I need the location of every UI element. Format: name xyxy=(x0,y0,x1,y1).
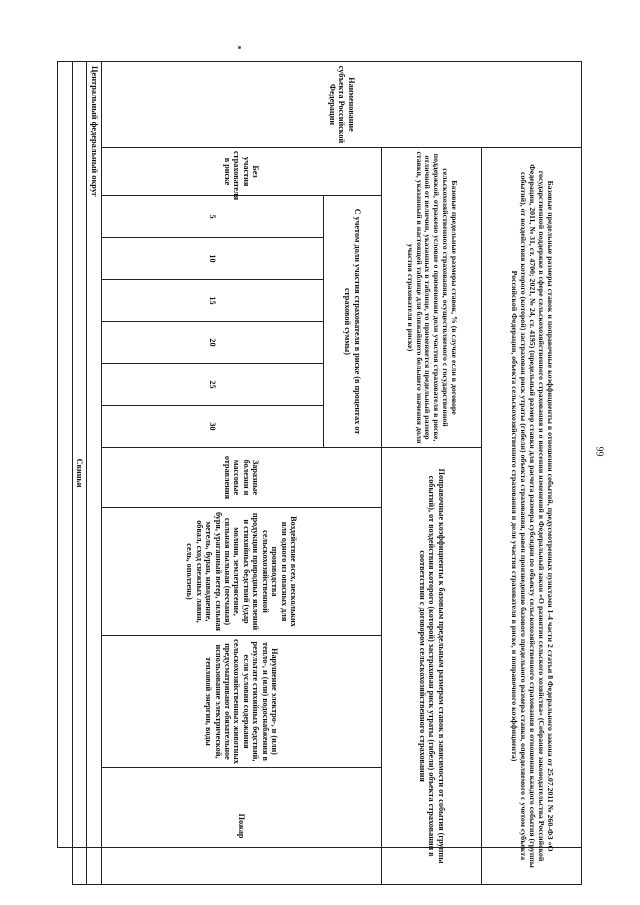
header-coefficients: Поправочные коэффициенты к базовым предельным размерам ставок в зависимости от события (группы событий), от воздействия которого (которой) застрахован риск утраты (гибели) объекта страхования в соответствии с договором сельскохозяйственного страхования xyxy=(381,447,481,884)
header-power: Нарушение электро-, и (или) тепло-, и (или) водоснабжения в результате стихийных бедствий, если условия содержания сельскохозяйственных животных предусматривают обязательное использование электрической, тепловой энергии, воды xyxy=(101,635,381,767)
header-without-share: Без участия страхователя в риске xyxy=(101,147,381,195)
header-diseases: Заразные болезни и массовые отравления xyxy=(101,447,381,507)
scan-speck xyxy=(238,46,241,49)
rates-table xyxy=(71,61,581,885)
subsection-row: Свиньи xyxy=(72,61,86,884)
share-25: 25 xyxy=(101,363,323,405)
share-20: 20 xyxy=(101,321,323,363)
rotated-table-sheet xyxy=(57,61,582,868)
header-fire: Пожар xyxy=(101,767,381,884)
header-base-rates: Базовые предельные размеры ставок, % (в случае если в договоре сельскохозяйственного страхования, осуществляемого с государственной поддержкой, отражено условие о применении доли участия страхователя в риске, отличной от величин, указанных в таблице, то применяется предельный размер ставки, указанный в настоящей таблице для ближайшего большего значения доли участия страхователя в риске) xyxy=(381,147,481,447)
share-15: 15 xyxy=(101,279,323,321)
share-30: 30 xyxy=(101,405,323,447)
share-5: 5 xyxy=(101,195,323,237)
header-main: Базовые предельные размеры ставок и поправочные коэффициенты в отношении событий, предусмотренных пунктами 1-4 части 2 статьи 8 Федерального закона от 25.07.2011 № 260-ФЗ «О государственной поддержке в сфере сельскохозяйственного страхования и о внесении изменений в Федеральный закон «О развитии сельского хозяйства» (Собрание законодательства Российской Федерации, 2011, № 31, ст. 4700; 2021, № 24, ст. 4195) (предельный размер ставки для расчета размера субсидии по объекту сельскохозяйственного страхования в отношении каждого события (группы событий), от воздействия которого (которой) застрахован риск утраты (гибели) объекта страхования, равен произведению базового предельного размера ставки, определяемого с учетом субъекта Российской Федерации, объекта сельскохозяйственного страхования и доли участия страхователя в риске, и поправочного коэффициента) xyxy=(481,147,581,884)
header-region: Наименование субъекта Российской Федерации xyxy=(101,61,581,147)
share-10: 10 xyxy=(101,237,323,279)
page-number: 99 xyxy=(593,446,605,457)
header-with-share: С учетом доли участия страхователя в риске (в процентах от страховой суммы) xyxy=(323,195,381,447)
section-row: Центральный федеральный округ xyxy=(86,61,101,884)
header-natural: Воздействие всех, нескольких или одного из опасных для производства сельскохозяйственной продукции природных явлений и стихийных бедствий (удар молнии, землетрясение, сильная пыльная (песчаная) буря, ураганный ветер, сильная метель, буран, наводнение, обвал, сход снежных лавин, сель, оползень) xyxy=(101,507,381,635)
